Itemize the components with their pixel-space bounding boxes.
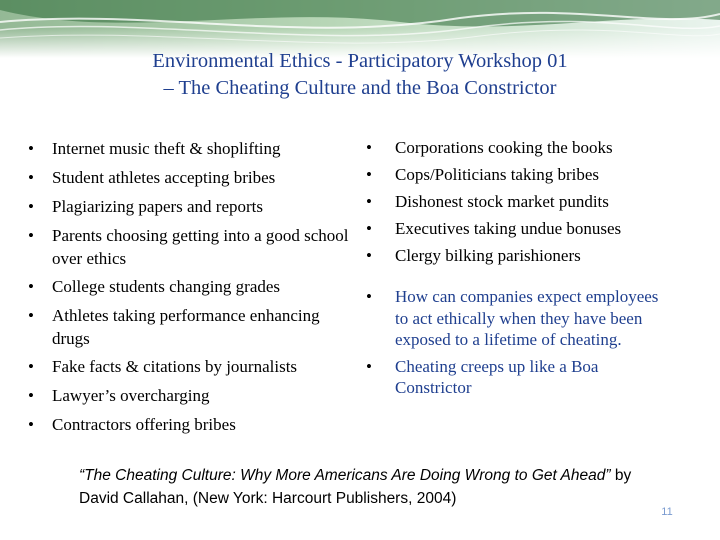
list-item-text: Plagiarizing papers and reports [52, 197, 264, 216]
bullet-icon: • [28, 357, 34, 376]
list-item-text: College students changing grades [52, 277, 281, 296]
list-item [28, 166, 358, 190]
bullet-icon: • [28, 197, 34, 216]
bullet-icon: • [366, 192, 372, 211]
question-text: Cheating creeps up like a Boa Constrictor [395, 356, 599, 397]
title-line-2: – The Cheating Culture and the Boa Constrictor [163, 77, 557, 99]
list-item [366, 191, 666, 213]
bullet-icon: • [28, 139, 34, 158]
list-item [366, 137, 666, 159]
list-item [28, 355, 358, 379]
list-item [28, 195, 358, 219]
list-item [28, 275, 358, 299]
list-item-text: Clergy bilking parishioners [395, 246, 581, 265]
list-item-text: Parents choosing getting into a good school over ethics [52, 226, 349, 268]
list-item [28, 413, 358, 437]
citation-details: by David Callahan, (New York: Harcourt Publishers, 2004) [79, 467, 632, 507]
list-item-text: Contractors offering bribes [52, 415, 236, 434]
page-number: 11 [661, 506, 673, 518]
question-text: How can companies expect employees to act ethically when they have been exposed to a lifetime of cheating. [395, 287, 659, 349]
bullet-icon: • [366, 219, 372, 238]
list-item-text: Executives taking undue bonuses [395, 219, 622, 238]
bullet-icon: • [28, 415, 34, 434]
bullet-icon: • [366, 246, 372, 265]
bullet-icon: • [28, 386, 34, 405]
bullet-icon: • [28, 306, 34, 325]
list-item [28, 384, 358, 408]
list-item-text: Athletes taking performance enhancing drugs [52, 306, 320, 348]
question-item [366, 356, 666, 399]
bullet-icon: • [28, 168, 34, 187]
list-item [366, 164, 666, 186]
question-item [366, 286, 666, 351]
list-item [28, 304, 358, 350]
bullet-icon: • [366, 138, 372, 157]
list-item-text: Internet music theft & shoplifting [52, 139, 281, 158]
list-item [366, 218, 666, 240]
list-item-text: Cops/Politicians taking bribes [395, 165, 599, 184]
bullet-icon: • [28, 226, 34, 245]
book-citation [79, 464, 659, 510]
title-line-1: Environmental Ethics - Participatory Workshop 01 [152, 50, 568, 72]
slide-title [60, 48, 660, 102]
list-item [28, 137, 358, 161]
list-item-text: Lawyer’s overcharging [52, 386, 210, 405]
list-item-text: Dishonest stock market pundits [395, 192, 609, 211]
right-bullet-list [366, 137, 666, 404]
bullet-icon: • [366, 287, 372, 306]
list-item [28, 224, 358, 270]
citation-title: “The Cheating Culture: Why More Americans Are Doing Wrong to Get Ahead” [79, 467, 611, 484]
list-item-text: Corporations cooking the books [395, 138, 613, 157]
bullet-icon: • [366, 165, 372, 184]
bullet-icon: • [28, 277, 34, 296]
bullet-icon: • [366, 356, 372, 376]
list-item-text: Student athletes accepting bribes [52, 168, 276, 187]
list-item [366, 245, 666, 267]
list-item-text: Fake facts & citations by journalists [52, 357, 298, 376]
left-bullet-list [28, 137, 358, 442]
